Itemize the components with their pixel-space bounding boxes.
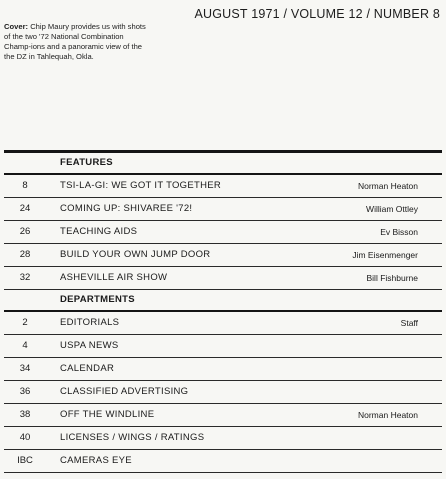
page-number: 2 (22, 317, 28, 328)
departments-list (4, 312, 442, 473)
toc-entry[interactable] (4, 358, 442, 380)
page-number: 40 (19, 432, 31, 443)
page-number: 26 (19, 226, 31, 237)
article-author: William Ottley (366, 204, 418, 214)
cover-label: Cover: (4, 22, 29, 31)
table-of-contents (4, 150, 442, 473)
article-title: USPA NEWS (60, 340, 119, 351)
features-list (4, 175, 442, 290)
article-author: Norman Heaton (357, 181, 418, 191)
toc-entry[interactable] (4, 267, 442, 289)
article-author: Jim Eisenmenger (352, 250, 418, 260)
article-title: EDITORIALS (60, 317, 120, 328)
toc-entry[interactable] (4, 381, 442, 403)
article-title: COMING UP: SHIVAREE '72! (60, 203, 193, 214)
departments-heading: DEPARTMENTS (60, 294, 135, 305)
toc-entry[interactable] (4, 335, 442, 357)
page-number: 4 (22, 340, 28, 351)
article-title: OFF THE WINDLINE (60, 409, 155, 420)
article-title: TSI-LA-GI: WE GOT IT TOGETHER (60, 180, 222, 191)
article-author: Bill Fishburne (366, 273, 418, 283)
article-title: CALENDAR (60, 363, 115, 374)
article-title: BUILD YOUR OWN JUMP DOOR (60, 249, 211, 260)
page-number: 36 (19, 386, 31, 397)
page-number: IBC (17, 455, 33, 466)
page-number: 32 (19, 272, 31, 283)
row-divider (4, 472, 442, 473)
toc-entry[interactable] (4, 404, 442, 426)
page-number: 38 (19, 409, 31, 420)
article-title: LICENSES / WINGS / RATINGS (60, 432, 205, 443)
article-author: Ev Bisson (380, 227, 418, 237)
article-title: CLASSIFIED ADVERTISING (60, 386, 189, 397)
cover-note (4, 22, 152, 62)
toc-entry[interactable] (4, 427, 442, 449)
article-title: TEACHING AIDS (60, 226, 138, 237)
article-title: ASHEVILLE AIR SHOW (60, 272, 168, 283)
page-number: 24 (19, 203, 31, 214)
toc-entry[interactable] (4, 221, 442, 243)
page-number: 28 (19, 249, 31, 260)
page-number: 8 (22, 180, 28, 191)
page-number: 34 (19, 363, 31, 374)
article-title: CAMERAS EYE (60, 455, 132, 466)
features-heading: FEATURES (60, 157, 113, 168)
toc-entry[interactable] (4, 244, 442, 266)
toc-entry[interactable] (4, 198, 442, 220)
toc-entry[interactable] (4, 175, 442, 197)
toc-entry[interactable] (4, 450, 442, 472)
article-author: Staff (400, 318, 418, 328)
issue-line: AUGUST 1971 / VOLUME 12 / NUMBER 8 (194, 7, 440, 21)
cover-text: Chip Maury provides us with shots of the two '72 National Combination Champ-ions and a panoramic view of the the DZ in Tahlequah, Okla. (4, 22, 146, 61)
toc-entry[interactable] (4, 312, 442, 334)
article-author: Norman Heaton (357, 410, 418, 420)
